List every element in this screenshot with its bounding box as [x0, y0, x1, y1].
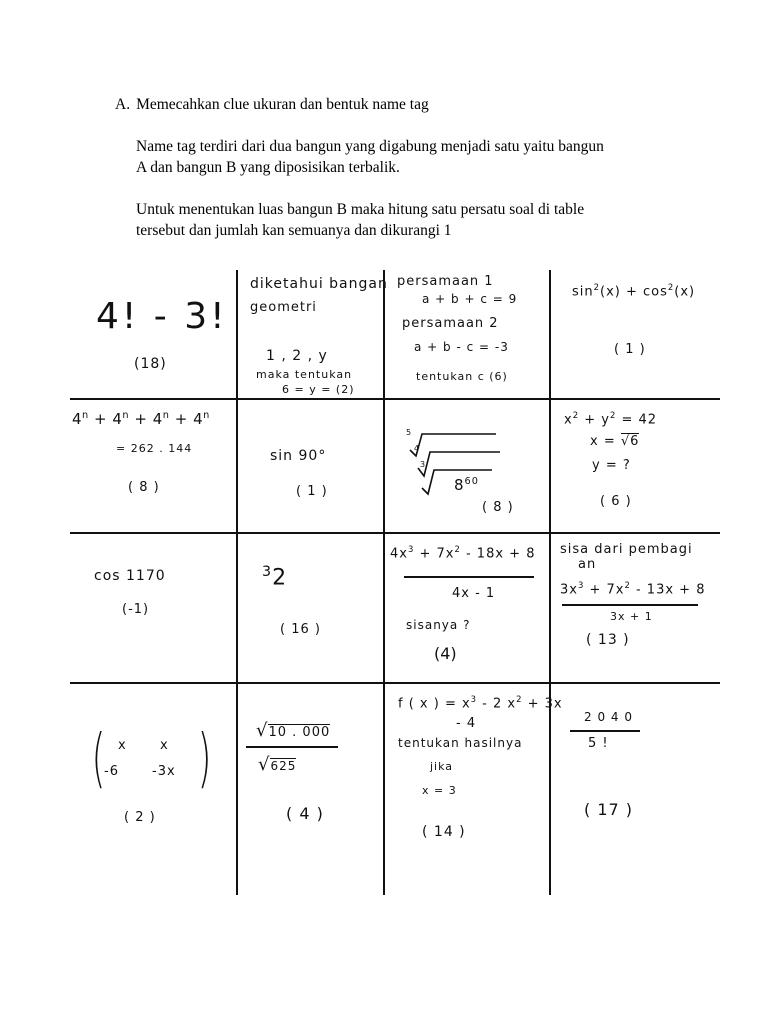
paragraph-2: Untuk menentukan luas bangun B maka hitung satu persatu soal di table tersebut dan jumlah kan semuanya dan dikurangi 1	[136, 201, 585, 239]
cell-answer: ( 1 )	[614, 342, 646, 357]
cell-answer: ( 17 )	[584, 800, 634, 819]
fraction-bar	[562, 604, 698, 606]
matrix-cell: -6	[104, 764, 119, 779]
radical-numerator: √10 . 000	[256, 720, 331, 741]
exponent-sum: 4$^n$ + 4$^n$ + 4$^n$ + 4$^n$	[72, 410, 210, 428]
cell-answer: ( 2 )	[124, 810, 156, 825]
cell-answer: (18)	[134, 356, 167, 372]
cell-answer: ( 8 )	[482, 500, 514, 515]
cell-answer: ( 8 )	[128, 480, 160, 495]
matrix-cell: x	[118, 738, 127, 753]
cell-answer: ( 4 )	[286, 804, 324, 823]
fraction-bar	[404, 576, 534, 578]
table-divider	[236, 270, 238, 895]
fraction-bar	[246, 746, 338, 748]
section-marker: A.	[115, 96, 131, 113]
cosine-expression: cos 1170	[94, 568, 166, 584]
cell-answer: ( 14 )	[422, 824, 466, 840]
cell-answer: (-1)	[122, 602, 150, 617]
radicand: $8^{60}$	[454, 476, 479, 494]
matrix-left-bracket: (	[91, 722, 106, 796]
cell-answer: ( 1 )	[296, 484, 328, 499]
function-definition: f ( x ) = $x^3 - 2$ $x^2 + 3x$	[398, 694, 563, 712]
radical-denominator: √625	[258, 754, 297, 775]
polynomial-numerator: $4x^3 + 7x^2 - 18x + 8$	[390, 544, 536, 562]
fraction-bar	[570, 730, 640, 732]
cell-answer: ( 16 )	[280, 622, 321, 637]
matrix-right-bracket: )	[197, 722, 212, 796]
fraction-numerator: 2 0 4 0	[584, 710, 633, 724]
cell-answer: ( 6 )	[600, 494, 632, 509]
polynomial-numerator: $3x^3 + 7x^2 - 13x + 8$	[560, 580, 706, 598]
polynomial-denominator: 3x + 1	[610, 610, 653, 623]
circle-equation: $x^2 + y^2 = 42$	[564, 410, 658, 428]
fraction-denominator: 5 !	[588, 736, 609, 751]
cube-expression: $^3$2	[262, 564, 288, 591]
table-divider	[70, 682, 720, 684]
cell-answer: (4)	[434, 644, 457, 663]
section-heading	[115, 94, 685, 115]
paragraph-1: Name tag terdiri dari dua bangun yang digabung menjadi satu yaitu bangun A dan bangun B yang diposisikan terbalik.	[136, 138, 604, 176]
table-divider	[383, 270, 385, 895]
trig-identity: $\sin^2(x) + \cos^2(x)$	[572, 282, 696, 300]
matrix-cell: x	[160, 738, 169, 753]
matrix-cell: -3x	[152, 764, 176, 779]
puzzle-table: 4! - 3! (18) diketahui bangan geometri 1 , 2 , y maka tentukan 6 = y = (2) persamaan 1 a + b + c = 9 persamaan 2 a + b - c = -3 tentukan c (6) $\sin^2(x) + \cos^2(x)$ ( 1 ) $4^n + 4^n + 4^n + 4^n$ = 262 . 144 ( 8 ) sin 90° ( 1 ) 5 4 3 $8^{60}$ ( 8 ) $x^2 + y^2 = 42$ x = √6 y = ? ( 6 ) cos 1170 (-1) $^3$2 ( 16 ) $4x^3 + 7x^2 - 18x + 8$ 4x - 1 sisanya ? (4) sisa dari pembagi an $3x^3 + 7x^2 - 13x + 8$ 3x + 1 ( 13 ) ( ) x x -6 -3x ( 2 ) √10 . 000 √625 ( 4 ) f ( x ) = $x^3 - 2$ $x^2 + 3x$ - 4 tentukan hasilnya jika x = 3 ( 14 ) 2 0 4 0 5 ! ( 17 )	[70, 270, 720, 895]
table-divider	[549, 270, 551, 895]
table-divider	[70, 532, 720, 534]
factorial-expression: 4! - 3!	[96, 296, 228, 337]
section-title: Memecahkan clue ukuran dan bentuk name tag	[136, 96, 429, 113]
polynomial-denominator: 4x - 1	[452, 586, 496, 601]
cell-answer: ( 13 )	[586, 632, 630, 648]
intro-text	[115, 94, 685, 241]
sine-expression: sin 90°	[270, 448, 327, 464]
table-divider	[70, 398, 720, 400]
